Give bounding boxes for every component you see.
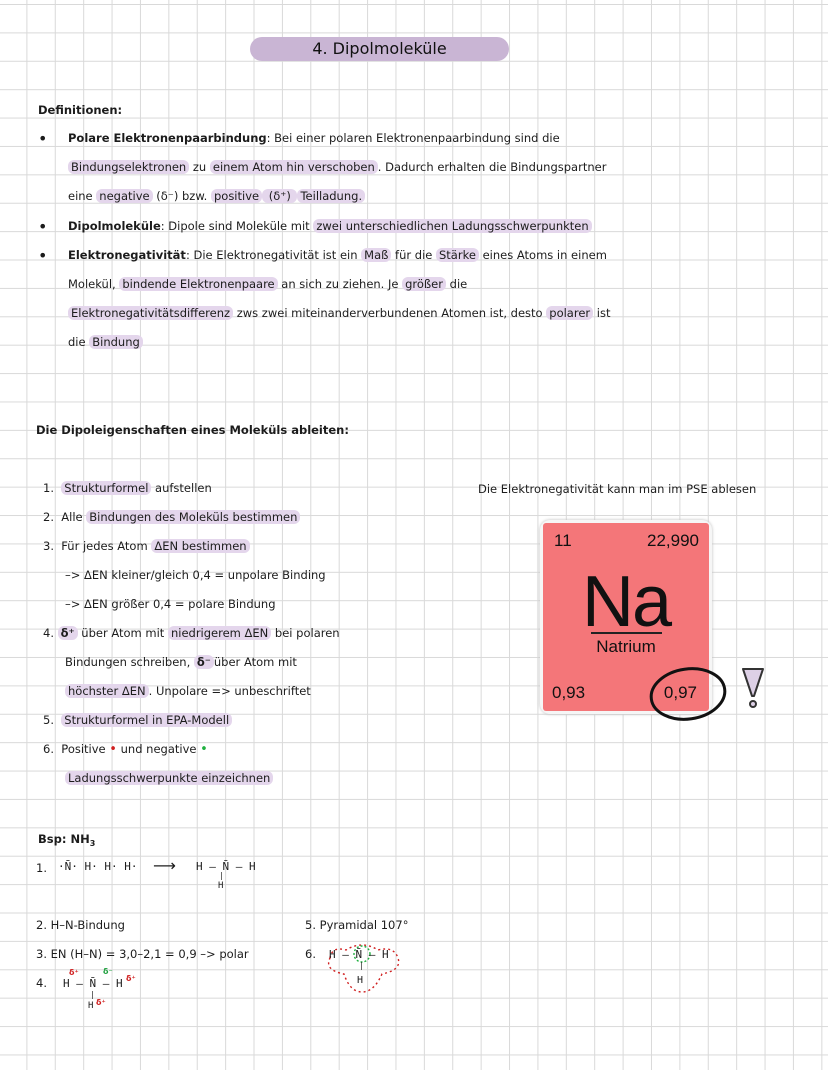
green-dot-icon: •: [200, 742, 208, 757]
definition-en-l3: Elektronegativitätsdifferenz zws zwei miteinanderverbundenen Atomen ist, desto polarer ist: [68, 306, 610, 320]
step-3a: –> ΔEN kleiner/gleich 0,4 = unpolare Binding: [65, 568, 326, 582]
step-3: 3. Für jedes Atom ΔEN bestimmen: [43, 539, 250, 553]
example-2: 2. H–N-Bindung: [36, 918, 125, 932]
pse-caption: Die Elektronegativität kann man im PSE ablesen: [478, 482, 757, 496]
definition-en-l2: Molekül, bindende Elektronenpaare an sich zu ziehen. Je größer die: [68, 277, 468, 291]
delta-plus-label: δ⁺: [96, 998, 106, 1007]
atomic-mass: 22,990: [647, 531, 699, 550]
example-6-bottom: H: [357, 975, 364, 986]
step-3b: –> ΔEN größer 0,4 = polare Bindung: [65, 597, 276, 611]
term-polar: Polare Elektronenpaarbindung: [68, 131, 267, 145]
atomic-number: 11: [554, 531, 572, 550]
example-heading: Bsp: $NH_3$: [38, 832, 96, 848]
example-4-num: 4.: [36, 976, 47, 990]
red-dot-icon: •: [109, 742, 117, 757]
step-4-l3: höchster ΔEN . Unpolare => unbeschriftet: [65, 684, 311, 698]
example-5: 5. Pyramidal 107°: [305, 918, 409, 932]
step-5: 5. Strukturformel in EPA-Modell: [43, 713, 232, 727]
example-6-bond: |: [359, 961, 364, 970]
example-6-num: 6.: [305, 947, 316, 961]
delta-plus-label: δ⁺: [126, 974, 136, 983]
example-6-formula: H – N̄ – H: [329, 948, 389, 961]
step-6: 6. Positive • und negative •: [43, 742, 208, 757]
element-symbol: Na: [581, 562, 671, 642]
bullet-icon: •: [38, 217, 48, 236]
example-1-bond: |: [219, 871, 224, 880]
definition-polar-l1: Polare Elektronenpaarbindung: Bei einer polaren Elektronenpaarbindung sind die: [68, 131, 560, 145]
en-value-right: 0,97: [663, 683, 697, 702]
step-1: 1. Strukturformel aufstellen: [43, 481, 212, 495]
bullet-icon: •: [38, 246, 48, 265]
element-name: Natrium: [596, 637, 656, 656]
example-1-atoms: ·N̄· H· H· H·: [58, 860, 138, 873]
highlight-circle-icon: [648, 664, 730, 724]
en-value-left: 0,93: [552, 683, 586, 702]
step-2: 2. Alle Bindungen des Moleküls bestimmen: [43, 510, 300, 524]
example-4-bottom: H: [88, 1001, 94, 1011]
delta-minus-label: δ⁻: [103, 967, 113, 976]
example-3: 3. EN (H–N) = 3,0–2,1 = 0,9 –> polar: [36, 947, 249, 961]
definition-polar-l2: Bindungselektronen zu einem Atom hin verschoben . Dadurch erhalten die Bindungspartner: [68, 160, 606, 174]
example-1-num: 1.: [36, 861, 47, 875]
example-1-result: H – N̄ – H: [196, 860, 256, 873]
delta-plus-label: δ⁺: [69, 968, 79, 977]
arrow-icon: ⟶: [153, 856, 176, 875]
example-1-bottom: H: [218, 881, 224, 891]
definitions-heading: Definitionen:: [38, 103, 123, 117]
step-4-l2: Bindungen schreiben, δ⁻ über Atom mit: [65, 655, 297, 669]
step-6-l2: Ladungsschwerpunkte einzeichnen: [65, 771, 273, 785]
definition-en-l1: Elektronegativität: Die Elektronegativität ist ein Maß für die Stärke eines Atoms in einem: [68, 248, 607, 262]
exclamation-icon: [740, 666, 766, 710]
definition-polar-l3: eine negative (δ⁻) bzw. positive (δ⁺) Teilladung.: [68, 189, 365, 203]
example-4-formula: H – N̄ – H: [63, 977, 123, 990]
name-underline: [591, 632, 662, 634]
example-4-bond: |: [90, 990, 95, 999]
steps-heading: Die Dipoleigenschaften eines Moleküls ableiten:: [36, 423, 349, 437]
bullet-icon: •: [38, 129, 48, 148]
definition-dipol: Dipolmoleküle: Dipole sind Moleküle mit zwei unterschiedlichen Ladungsschwerpunkten: [68, 219, 592, 233]
page-title: 4. Dipolmoleküle: [250, 37, 509, 61]
step-4: 4. δ⁺ über Atom mit niedrigerem ΔEN bei polaren: [43, 626, 340, 640]
definition-en-l4: die Bindung: [68, 335, 143, 349]
